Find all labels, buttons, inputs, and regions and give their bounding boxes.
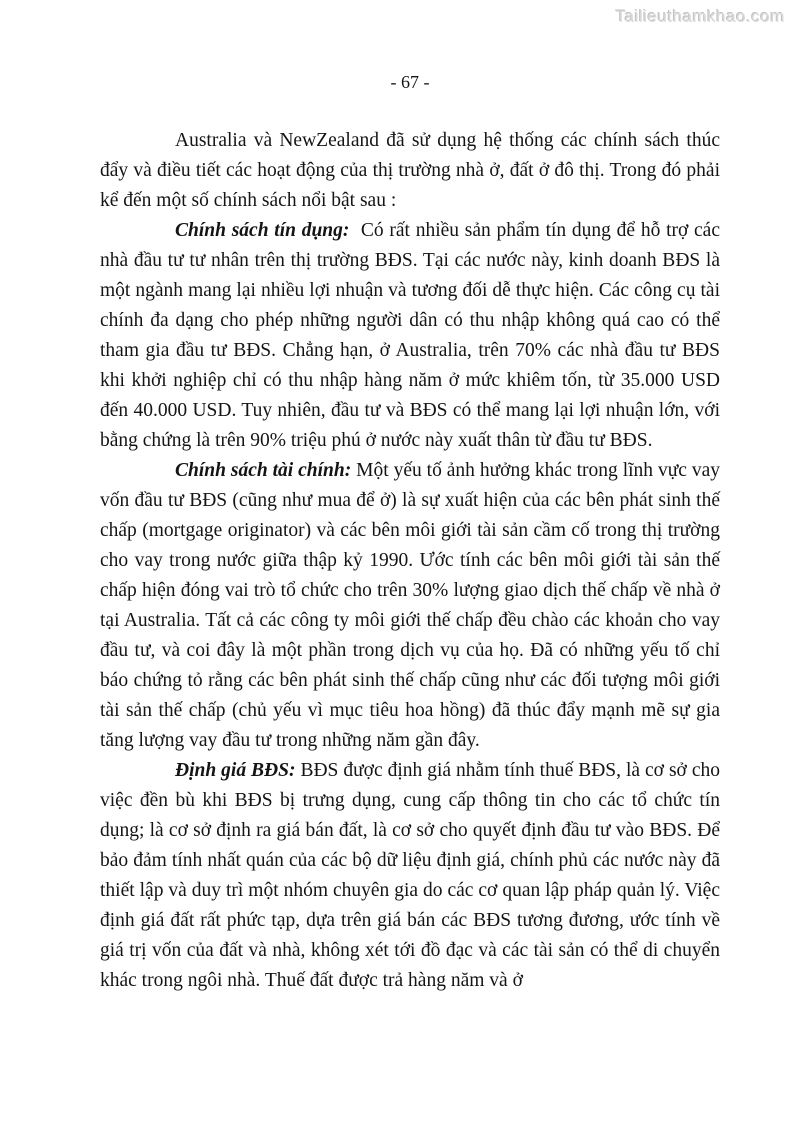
document-body [100,126,720,996]
paragraph-valuation [100,756,720,996]
paragraph-lead: Chính sách tài chính: [175,460,352,481]
watermark: Tailieuthamkhao.com [615,7,785,26]
page-number: - 67 - [390,72,430,92]
paragraph-text: BĐS được định giá nhằm tính thuế BĐS, là cơ sở cho việc đền bù khi BĐS bị trưng dụng, cung cấp thông tin cho các tổ chức tín dụng; là cơ sở định ra giá bán đất, là cơ sở cho quyết định đầu tư vào BĐS. Để bảo đảm tính nhất quán của các bộ dữ liệu định giá, chính phủ các nước này đã thiết lập và duy trì một nhóm chuyên gia do các cơ quan lập pháp quản lý. Việc định giá đất rất phức tạp, dựa trên giá bán các BĐS tương đương, ước tính về giá trị vốn của đất và nhà, không xét tới đồ đạc và các tài sản có thể di chuyển khác trong ngôi nhà. Thuế đất được trả hàng năm và ở [100,760,720,991]
paragraph-text: Có rất nhiều sản phẩm tín dụng để hỗ trợ các nhà đầu tư tư nhân trên thị trường BĐS. Tại các nước này, kinh doanh BĐS là một ngành mang lại nhiều lợi nhuận và tương đối dễ thực hiện. Các công cụ tài chính đa dạng cho phép những người dân có thu nhập không quá cao có thể tham gia đầu tư BĐS. Chẳng hạn, ở Australia, trên 70% các nhà đầu tư BĐS khi khởi nghiệp chỉ có thu nhập hàng năm ở mức khiêm tốn, từ 35.000 USD đến 40.000 USD. Tuy nhiên, đầu tư và BĐS có thể mang lại lợi nhuận lớn, với bằng chứng là trên 90% triệu phú ở nước này xuất thân từ đầu tư BĐS. [100,220,720,451]
paragraph-lead: Định giá BĐS: [175,760,296,781]
paragraph-text: Một yếu tố ảnh hưởng khác trong lĩnh vực vay vốn đầu tư BĐS (cũng như mua để ở) là sự xuất hiện của các bên phát sinh thế chấp (mortgage originator) và các bên môi giới tài sản cầm cố trong thị trường cho vay trong nước giữa thập kỷ 1990. Ước tính các bên môi giới tài sản thế chấp hiện đóng vai trò tổ chức cho trên 30% lượng giao dịch thế chấp về nhà ở tại Australia. Tất cả các công ty môi giới thế chấp đều chào các khoản cho vay đầu tư, và coi đây là một phần trong dịch vụ của họ. Đã có những yếu tố chỉ báo chứng tỏ rằng các bên phát sinh thế chấp cũng như các đối tượng môi giới tài sản thế chấp (chủ yếu vì mục tiêu hoa hồng) đã thúc đẩy mạnh mẽ sự gia tăng lượng vay đầu tư trong những năm gần đây. [100,460,720,751]
paragraph-credit-policy [100,216,720,456]
paragraph-lead: Chính sách tín dụng: [175,220,350,241]
paragraph-text: Australia và NewZealand đã sử dụng hệ thống các chính sách thúc đẩy và điều tiết các hoạt động của thị trường nhà ở, đất ở đô thị. Trong đó phải kể đến một số chính sách nổi bật sau : [100,130,720,211]
paragraph-finance-policy [100,456,720,756]
paragraph-intro [100,126,720,216]
